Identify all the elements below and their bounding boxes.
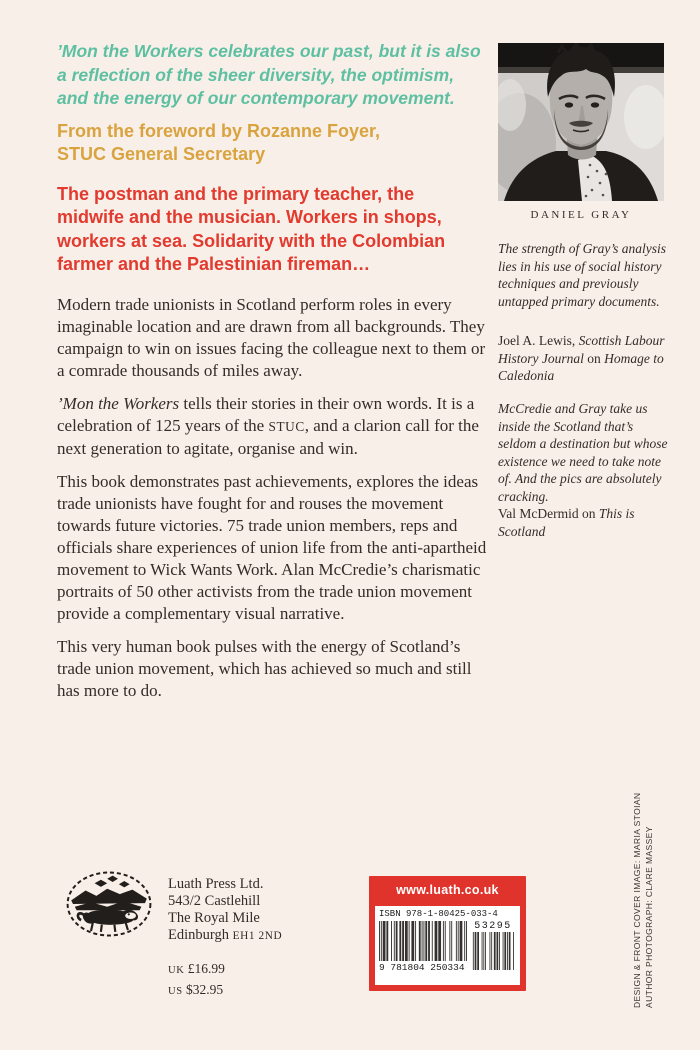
foreword-quote: ’Mon the Workers celebrates our past, but it is also a reflection of the sheer diversity, the optimism, and the energy of our contemporary movement. — [57, 41, 481, 108]
ean13-barcode — [379, 921, 467, 961]
prices — [168, 960, 225, 1001]
supplement-digits: 53295 — [474, 921, 512, 932]
blurb-paragraph-1: Modern trade unionists in Scotland perform roles in every imaginable location and are drawn from all backgrounds. They campaign to win on issues facing the colleague next to them or a comrade thousands of miles away. — [57, 295, 486, 380]
ean5-barcode — [472, 932, 514, 970]
review-attribution-2 — [498, 505, 670, 540]
foreword-attribution-line1: From the foreword by Rozanne Foyer, — [57, 120, 381, 141]
review-1-attr-name: Joel A. Lewis, — [498, 333, 579, 348]
review-attribution-1 — [498, 332, 670, 385]
headline-section — [57, 40, 485, 277]
foreword-attribution-line2: STUC General Secretary — [57, 144, 266, 164]
blurb-section — [57, 294, 487, 713]
review-2-attr-book: This is Scotland — [498, 506, 635, 539]
publisher-address-line1: 543/2 Castlehill — [168, 893, 261, 909]
publisher-url: www.luath.co.uk — [396, 883, 499, 897]
review-1-attr-journal: Scottish Labour History Journal — [498, 333, 665, 366]
luath-logo-svg — [64, 868, 154, 940]
price-us-label: US — [168, 985, 183, 997]
review-2-attr-name: Val McDermid on — [498, 506, 599, 521]
author-photo — [498, 43, 664, 201]
publisher-postcode: EH1 2ND — [232, 930, 283, 942]
barcode-panel — [369, 876, 526, 991]
blurb-paragraph-2 — [57, 393, 487, 460]
credit-line-2: AUTHOR PHOTOGRAPH: CLARE MASSEY — [643, 826, 654, 1008]
price-uk-label: UK — [168, 965, 185, 976]
foreword-attribution — [57, 120, 485, 167]
publisher-address-line2: The Royal Mile — [168, 910, 260, 926]
review-1-attr-on: on — [583, 350, 605, 366]
blurb-paragraph-4: This very human book pulses with the energy of Scotland’s trade union movement, which has achieved so much and still has more to do. — [57, 637, 472, 700]
luath-press-logo — [64, 868, 154, 940]
ean5-group — [472, 921, 514, 973]
blurb-paragraph-3: This book demonstrates past achievements, explores the ideas trade unionists have fought for and rouses the movement towards future victories. 75 trade union members, reps and officials share experiences of union life from the anti-apartheid movement to Wick Wants Work. Alan McCredie’s charismatic portraits of 50 other activists from the trade union movement provide a complementary visual narrative. — [57, 472, 487, 623]
book-title-italic: ’Mon the Workers — [57, 394, 180, 413]
ean13-group — [379, 921, 467, 973]
blurb-paragraph-2-end: , and a clarion call for the next generation to agitate, organise and win. — [57, 416, 479, 458]
publisher-city: Edinburgh — [168, 927, 229, 943]
publisher-address-line3 — [168, 927, 282, 945]
credit-line-1: DESIGN & FRONT COVER IMAGE: MARIA STOIAN — [632, 792, 642, 1008]
design-credits — [632, 794, 655, 1008]
price-uk — [168, 960, 225, 981]
price-us-value: $32.95 — [186, 981, 224, 997]
author-photo-illustration — [498, 43, 664, 201]
publisher-name: Luath Press Ltd. — [168, 876, 264, 892]
publisher-address — [168, 876, 282, 945]
author-name: DANIEL GRAY — [530, 209, 632, 221]
review-1-attr-book: Homage to Caledonia — [498, 350, 664, 383]
standfirst: The postman and the primary teacher, the midwife and the musician. Workers in shops, workers at sea. Solidarity with the Colombian farmer and the Palestinian fireman… — [57, 183, 446, 274]
barcode-digits: 9 781804 250334 — [379, 962, 465, 973]
price-uk-value: £16.99 — [187, 961, 225, 976]
blurb-paragraph-2-mid: tells their stories in their own words. It is a celebration of 125 years of the — [57, 394, 475, 435]
review-quote-2: McCredie and Gray take us inside the Scotland that’s seldom a destination but whose existence we need to take note of. And the pics are absolutely cracking. — [498, 401, 668, 504]
stuc-smallcaps: STUC — [268, 419, 305, 434]
barcode-bars-row — [379, 921, 516, 973]
price-us — [168, 981, 225, 1002]
barcode-white-panel — [375, 906, 520, 985]
isbn-text: ISBN 978-1-80425-033-4 — [379, 909, 498, 919]
review-quote-1: The strength of Gray’s analysis lies in his use of social history techniques and previously untapped primary documents. — [498, 241, 667, 309]
